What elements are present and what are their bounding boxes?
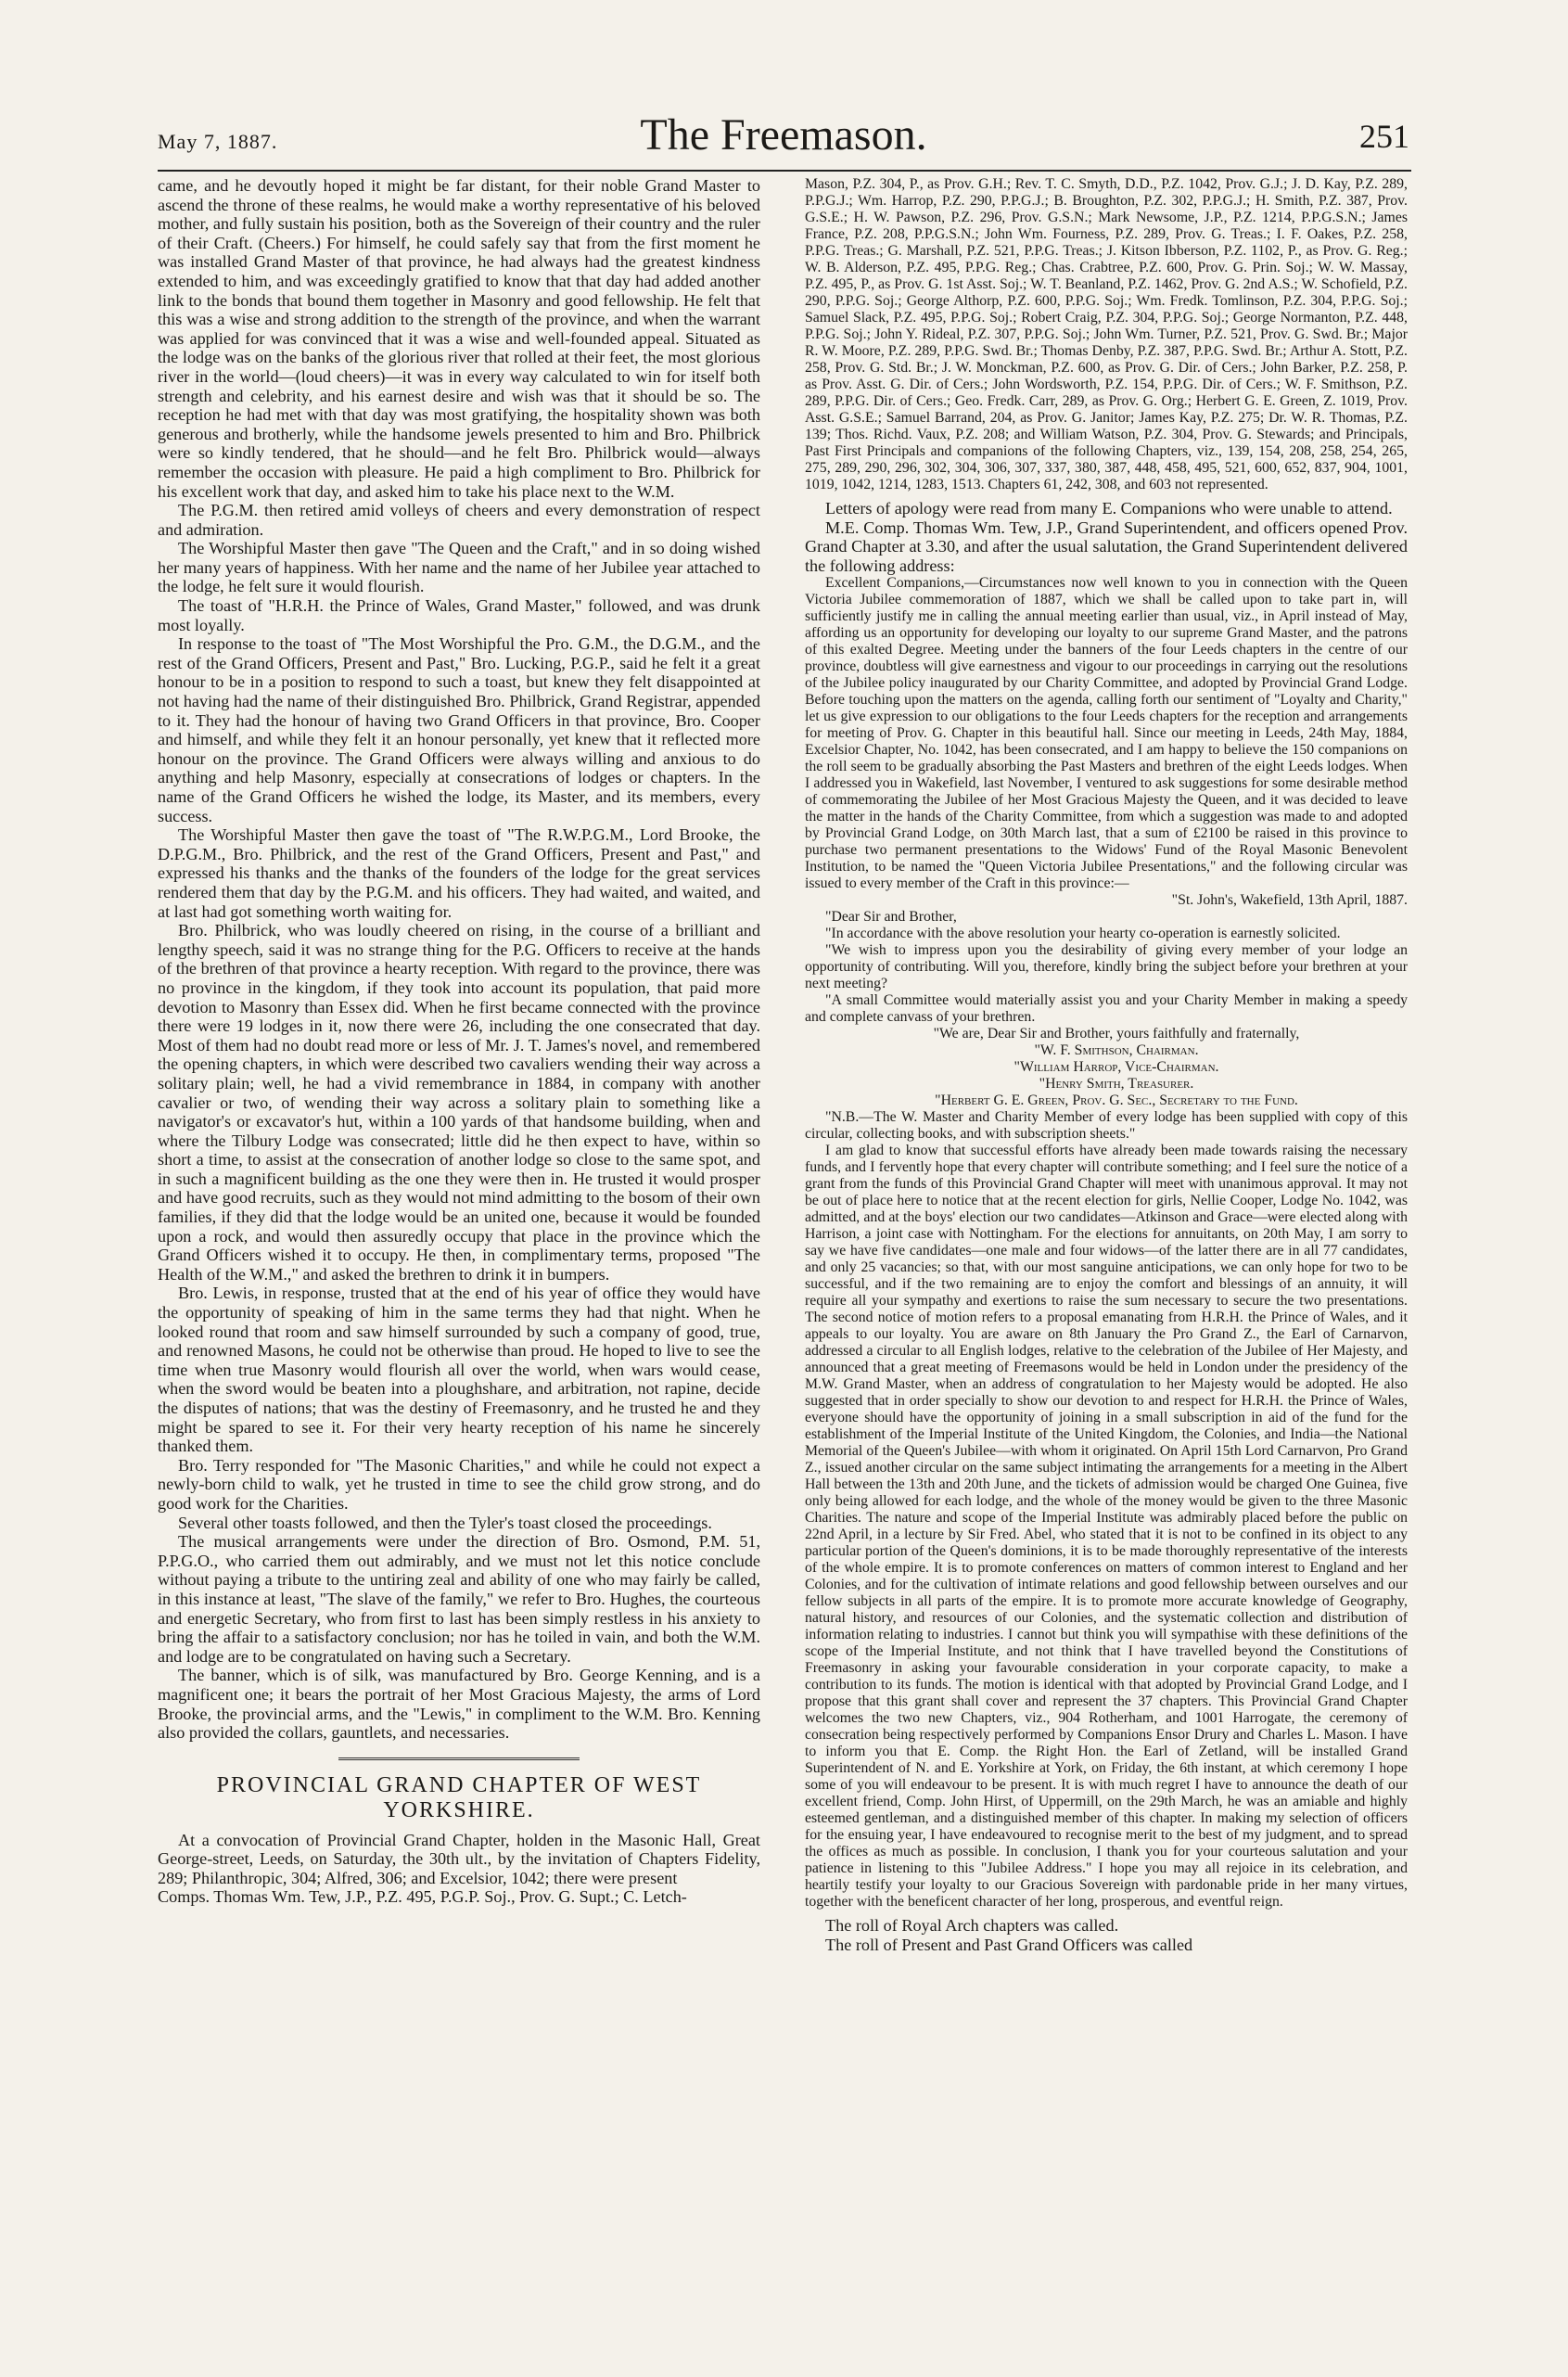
paragraph: Letters of apology were read from many E. Companions who were unable to attend. — [825, 499, 1393, 518]
paragraph: In response to the toast of "The Most Worshipful the Pro. G.M., the D.G.M., and the rest of the Grand Officers, Present and Past," Bro. Lucking, P.G.P., said he felt it a great honour to be in a position to respond to such a toast, but knew they felt disappointed at not having had the name of their distinguished Bro. Philbrick, Grand Registrar, appended to it. They had the honour of having two Grand Officers in that province, Bro. Cooper and himself, and while they felt it an honour personally, yet knew that it reflected more honour on the province. The Grand Officers were always willing and anxious to do anything and help Masonry, especially at consecrations of lodges or chapters. In the name of the Grand Officers he wished the lodge, its Master, and its members, every success. — [158, 634, 760, 825]
paragraph: The Worshipful Master then gave the toast of "The R.W.P.G.M., Lord Brooke, the D.P.G.M., Bro. Philbrick, and the rest of the Grand Officers, Present and Past," and expressed his thanks and the thanks of the founders of the lodge for the great services rendered them that day by the P.G.M. and his officers. They had waited, and waited, and at last had got something worth waiting for. — [158, 825, 760, 921]
section-heading-line: YORKSHIRE. — [383, 1797, 535, 1822]
paragraph: The banner, which is of silk, was manufactured by Bro. George Kenning, and is a magnificent one; it bears the portrait of her Most Gracious Majesty, the arms of Lord Brooke, the provincial arms, and the "Lewis," in compliment to the W.M. Bro. Kenning also provided the collars, gauntlets, and necessaries. — [158, 1666, 760, 1743]
letter-signature: "W. F. Smithson, Chairman. — [1034, 1042, 1199, 1059]
address-text: I am glad to know that successful efforts have already been made towards raising the necessary funds, and I fervently hope that every chapter will contribute something; and I feel sure the notice of a grant from the funds of this Provincial Grand Chapter will meet with unanimous approval. It may not be out of place here to notice that at the recent election for girls, Nellie Cooper, Lodge No. 1042, was admitted, and at the boys' election our two candidates—Atkinson and Grace—were elected along with Harrison, a joint case with Nottingham. For the elections for annuitants, on 20th May, I am sorry to say we have five candidates—one male and four widows—of the latter there are in all 77 candidates, and only 25 vacancies; so that, with our most sanguine anticipations, we can only hope for two to be successful, and if the two remaining are to enjoy the comfort and blessings of an annuity, it will require all your sympathy and exertions to raise the sum necessary to secure the two presentations. The second notice of motion refers to a proposal emanating from H.R.H. the Prince of Wales, and it appeals to our loyalty. You are aware on 8th January the Pro Grand Z., the Earl of Carnarvon, addressed a circular to all English lodges, relative to the celebration of the Jubilee of Her Majesty, and announced that a great meeting of Freemasons would be held in London under the presidency of the M.W. Grand Master, when an address of congratulation to her Majesty would be adopted. He also suggested that in order specially to show our devotion to and respect for H.R.H. the Prince of Wales, everyone should have the opportunity of joining in a small subscription in aid of the fund for the establishment of the Imperial Institute of the United Kingdom, the Colonies, and India—the National Memorial of the Queen's Jubilee—with whom it originated. On April 15th Lord Carnarvon, Pro Grand Z., issued another circular on the same subject intimating the arrangements for a meeting in the Albert Hall between the 13th and 20th June, and the tickets of admission would be charged One Guinea, five only being allowed for each lodge, and the whole of the money would be given to the three Masonic Charities. The nature and scope of the Imperial Institute was admirably placed before the public on 22nd April, in a lecture by Sir Fred. Abel, who stated that it is not to be confined in its object to any particular portion of the Queen's dominions, it is to be made thoroughly representative of the interests of the whole empire. It is to promote conferences on matters of common interest to England and her Colonies, and for the cultivation of intimate relations and good fellowship between ourselves and our fellow subjects in all parts of the empire. It is to promote more accurate knowledge of Geography, natural history, and resources of our Colonies, and the systematic collection and distribution of information relating to industries. I cannot but think you will sympathise with these definitions of the scope of the Imperial Institute, and not think that I have travelled beyond the Constitutions of Freemasonry in asking your favourable consideration in your corporate capacity, to make a contribution to its funds. The motion is identical with that adopted by Provincial Grand Lodge, and I propose that this grant shall cover and represent the 37 chapters. This Provincial Grand Chapter welcomes the two new Chapters, viz., 904 Rotherham, and 1001 Harrogate, the ceremony of consecration being respectively performed by Companions Ensor Drury and Charles L. Mason. I have to inform you that E. Comp. the Right Hon. the Earl of Zetland, will be installed Grand Superintendent of N. and E. Yorkshire at York, on Friday, the 6th instant, at which ceremony I hope some of you will endeavour to be present. It is with much regret I have to announce the death of our excellent friend, Comp. John Hirst, of Uppermill, on the 29th March, he was an amiable and highly esteemed gentleman, and a distinguished member of this chapter. In making my selection of officers for the ensuing year, I have endeavoured to recognise merit to the best of my judgment, and to spread the offices as much as possible. In conclusion, I thank you for your courteous salutation and your patience in listening to this "Jubilee Address." I hope you may all rejoice in its celebration, and heartily testify your loyalty to our Gracious Sovereign with pardonable pride in her many virtues, together with the beneficent character of her long, prosperous, and eventful reign. — [805, 1143, 1408, 1911]
paragraph: At a convocation of Provincial Grand Chapter, holden in the Masonic Hall, Great George-street, Leeds, on Saturday, the 30th ult., by the invitation of Chapters Fidelity, 289; Philanthropic, 304; Alfred, 306; and Excelsior, 1042; there were present — [158, 1830, 760, 1887]
paragraph: Comps. Thomas Wm. Tew, J.P., P.Z. 495, P.G.P. Soj., Prov. G. Supt.; C. Letch- — [158, 1887, 687, 1907]
issue-date: May 7, 1887. — [158, 130, 278, 153]
letter-signature: "William Harrop, Vice-Chairman. — [1013, 1059, 1219, 1076]
header-rule — [158, 170, 1411, 172]
letter-paragraph: "A small Committee would materially assist you and your Charity Member in making a speedy and complete canvass of your brethren. — [805, 992, 1408, 1026]
letter-nb: "N.B.—The W. Master and Charity Member of every lodge has been supplied with copy of this circular, collecting books, and with subscription sheets." — [805, 1109, 1408, 1143]
letter-salutation: "Dear Sir and Brother, — [825, 909, 957, 926]
paragraph: The toast of "H.R.H. the Prince of Wales, Grand Master," followed, and was drunk most loyally. — [158, 596, 760, 634]
paragraph: The musical arrangements were under the direction of Bro. Osmond, P.M. 51, P.P.G.O., who carried them out admirably, and we must not let this notice conclude without paying a tribute to the untiring zeal and ability of one who may fairly be called, in this instance at least, "The slave of the family," we refer to Bro. Hughes, the courteous and energetic Secretary, who from first to last has been simply restless in his anxiety to bring the affair to a satisfactory conclusion; nor has he toiled in vain, and both the W.M. and lodge are to be congratulated on having such a Secretary. — [158, 1532, 760, 1666]
paragraph: came, and he devoutly hoped it might be far distant, for their noble Grand Master to ascend the throne of these realms, he would make a worthy representative of his beloved mother, and fully sustain his position, both as the Sovereign of their country and the ruler of their Craft. (Cheers.) For himself, he could safely say that from the first moment he was installed Grand Master of that province, he had always had the greatest kindness extended to him, and was exceedingly gratified to know that that day had added another link to the bonds that bound them together in Masonry and good fellowship. He felt that this was a wise and strong addition to the strength of the province, and when the warrant was applied for was convinced that it was a wise and well-founded appeal. Situated as the lodge was on the banks of the glorious river that rolled at their feet, the most glorious river in the world—(loud cheers)—it was in every way calculated to win for itself both strength and celebrity, and his earnest desire and wish was that it should be so. The reception he had met with that day was most gratifying, the hospitality shown was both generous and brotherly, while the handsome jewels presented to him and Bro. Philbrick were so kindly tendered, that he should—and he felt Bro. Philbrick would—always remember the occasion with pleasure. He paid a high compliment to Bro. Philbrick for his excellent work that day, and asked him to take his place next to the W.M. — [158, 176, 760, 501]
masthead-title: The Freemason. — [640, 110, 927, 160]
paragraph: The roll of Royal Arch chapters was called. — [825, 1916, 1119, 1936]
letter-paragraph: "We wish to impress upon you the desirability of giving every member of your lodge an opportunity of contributing. Will you, therefore, kindly bring the subject before your brethren at your next meeting? — [805, 942, 1408, 992]
paragraph: The P.G.M. then retired amid volleys of cheers and every demonstration of respect and admiration. — [158, 501, 760, 539]
attendance-list: Mason, P.Z. 304, P., as Prov. G.H.; Rev. T. C. Smyth, D.D., P.Z. 1042, Prov. G.J.; J. D. Kay, P.Z. 289, P.P.G.J.; Wm. Harrop, P.Z. 290, P.P.G.J.; B. Broughton, P.Z. 302, P.P.G.J.; H. Smith, P.Z. 387, Prov. G.S.E.; H. W. Pawson, P.Z. 296, Prov. G.S.N.; Mark Newsome, J.P., P.Z. 1214, P.P.G.S.N.; James France, P.Z. 208, P.P.G.S.N.; John Wm. Fourness, P.Z. 289, Prov. G. Treas.; I. F. Oakes, P.Z. 258, P.P.G. Treas.; G. Marshall, P.Z. 521, P.P.G. Treas.; J. Kitson Ibberson, P.Z. 1102, P., as Prov. G. Reg.; W. B. Alderson, P.Z. 495, P.P.G. Reg.; Chas. Crabtree, P.Z. 600, Prov. G. Prin. Soj.; W. W. Massay, P.Z. 495, P., as Prov. G. 1st Asst. Soj.; W. T. Beanland, P.Z. 1462, Prov. G. 2nd A.S.; W. Schofield, P.Z. 290, P.P.G. Soj.; George Althorp, P.Z. 600, P.P.G. Soj.; Wm. Fredk. Tomlinson, P.Z. 304, P.P.G. Soj.; Samuel Slack, P.Z. 495, P.P.G. Soj.; Robert Craig, P.Z. 304, P.P.G. Soj.; George Normanton, P.Z. 448, P.P.G. Soj.; John Y. Rideal, P.Z. 307, P.P.G. Soj.; John Wm. Turner, P.Z. 521, Prov. G. Swd. Br.; Major R. W. Moore, P.Z. 289, P.P.G. Swd. Br.; Thomas Denby, P.Z. 387, P.P.G. Swd. Br.; Arthur A. Stott, P.Z. 258, Prov. G. Std. Br.; J. W. Monckman, P.Z. 600, as Prov. G. Dir. of Cers.; John Barker, P.Z. 258, P. as Prov. Asst. G. Dir. of Cers.; John Wordsworth, P.Z. 154, P.P.G. Dir. of Cers.; W. F. Smithson, P.Z. 289, P.P.G. Dir. of Cers.; Geo. Fredk. Carr, 289, as Prov. G. Org.; Herbert G. E. Green, Z. 1019, Prov. Asst. G.S.E.; Samuel Barrand, 204, as Prov. G. Janitor; James Kay, P.Z. 275; Dr. W. R. Thomas, P.Z. 139; Thos. Richd. Vaux, P.Z. 208; and William Watson, P.Z. 304, Prov. G. Stewards; and Principals, Past First Principals and companions of the following Chapters, viz., 139, 154, 208, 258, 254, 265, 275, 289, 290, 296, 302, 304, 306, 307, 337, 380, 387, 448, 458, 495, 521, 600, 652, 837, 904, 1001, 1019, 1042, 1214, 1283, 1513. Chapters 61, 242, 308, and 603 not represented. — [805, 176, 1408, 492]
section-divider — [338, 1757, 580, 1760]
paragraph: Several other toasts followed, and then the Tyler's toast closed the proceedings. — [178, 1513, 712, 1532]
section-heading — [158, 1773, 760, 1823]
paragraph: Bro. Lewis, in response, trusted that at the end of his year of office they would have the opportunity of speaking of him in the same terms they had that night. When he looked round that room and saw himself surrounded by such a company of good, true, and renowned Masons, he could not be otherwise than proud. He hoped to live to see the time when true Masonry would flourish all over the world, when wars would cease, when the sword would be beaten into a ploughshare, and arbitration, not rapine, decide the disputes of nations; that was the destiny of Freemasonry, and he trusted he and they might be spared to see it. For their very hearty reception of his name he sincerely thanked them. — [158, 1284, 760, 1456]
paragraph: Bro. Terry responded for "The Masonic Charities," and while he could not expect a newly-born child to walk, yet he trusted in time to see the child grow strong, and do good work for the Charities. — [158, 1455, 760, 1513]
paragraph: The roll of Present and Past Grand Officers was called — [825, 1935, 1193, 1954]
right-column — [805, 176, 1408, 1955]
page-number: 251 — [1359, 118, 1409, 155]
letter-paragraph: "In accordance with the above resolution your hearty co-operation is earnestly solicited. — [825, 926, 1341, 942]
paragraph: Bro. Philbrick, who was loudly cheered on rising, in the course of a brilliant and lengthy speech, said it was no strange thing for the P.G. Officers to receive at the hands of the brethren of that province a hearty reception. With regard to the province, there was no province in the kingdom, if they took into account its population, that paid more devotion to Masonry than Essex did. When he first became connected with the province there were 19 lodges in it, now there were 26, including the one consecrated that day. Most of them had no doubt read more or less of Mr. J. T. James's novel, and remembered the opening chapters, in which were described two cavaliers wending their way across a solitary plain; well, he had a vivid remembrance in 1884, in company with another cavalier or two, of wending their way across a solitary plain to something like a navigator's or excavator's hut, within a 100 yards of that handsome building, when and where the Tilbury Lodge was consecrated; little did he then expect to have, within so short a time, to assist at the consecration of another lodge so close to the same spot, and in such a magnificent building as the one they were then in. He trusted it would prosper and have good recruits, such as they would not mind admitting to the bosom of their own families, if they did that the lodge would be an united one, because it would be founded upon a rock, and would then assuredly occupy that place in the province which the Grand Officers wished it to occupy. He then, in complimentary terms, proposed "The Health of the W.M.," and asked the brethren to drink it in bumpers. — [158, 921, 760, 1284]
address-text: Excellent Companions,—Circumstances now well known to you in connection with the Queen Victoria Jubilee commemoration of 1887, which we shall be called upon to take part in, will sufficiently justify me in calling the annual meeting earlier than usual, viz., in April instead of May, affording us an opportunity for developing our loyalty to our supreme Grand Master, and the patrons of this exalted Degree. Meeting under the banners of the four Leeds chapters in the centre of our province, doubtless will give earnestness and vigour to our proceedings in carrying out the resolutions of the Jubilee policy inaugurated by our Charity Committee, and adopted by Provincial Grand Lodge. Before touching upon the matters on the agenda, calling forth our sentiment of "Loyalty and Charity," let us give expression to our obligations to the four Leeds chapters for the reception and arrangements for meeting of Prov. G. Chapter in this beautiful hall. Since our meeting in Leeds, 24th May, 1884, Excelsior Chapter, No. 1042, has been consecrated, and I am happy to believe the 150 companions on the roll seem to be gradually absorbing the Past Masters and brethren of the eight Leeds lodges. When I addressed you in Wakefield, last November, I ventured to ask suggestions for some desirable method of commemorating the Jubilee of her Most Gracious Majesty the Queen, and it was decided to leave the matter in the hands of the Charity Committee, from which a suggestion was made to and adopted by Provincial Grand Lodge, on 30th March last, that a sum of £2100 be raised in this province to purchase two permanent presentations to the Widows' Fund of the Royal Masonic Benevolent Institution, to be named the "Queen Victoria Jubilee Presentations," and the following circular was issued to every member of the Craft in this province:— — [805, 575, 1408, 892]
left-column — [158, 176, 760, 1907]
letter-closing: "We are, Dear Sir and Brother, yours faithfully and fraternally, — [933, 1026, 1300, 1042]
letter-signature: "Henry Smith, Treasurer. — [1039, 1076, 1194, 1093]
page-header — [158, 109, 1409, 165]
letter-place-date: "St. John's, Wakefield, 13th April, 1887. — [1171, 892, 1408, 909]
letter-signature: "Herbert G. E. Green, Prov. G. Sec., Secretary to the Fund. — [935, 1093, 1298, 1109]
section-heading-line: PROVINCIAL GRAND CHAPTER OF WEST — [216, 1772, 702, 1797]
paragraph: The Worshipful Master then gave "The Queen and the Craft," and in so doing wished her many years of happiness. With her name and the name of her Jubilee year attached to the lodge, he felt sure it would flourish. — [158, 539, 760, 596]
paragraph: M.E. Comp. Thomas Wm. Tew, J.P., Grand Superintendent, and officers opened Prov. Grand Chapter at 3.30, and after the usual salutation, the Grand Superintendent delivered the following address: — [805, 518, 1408, 575]
